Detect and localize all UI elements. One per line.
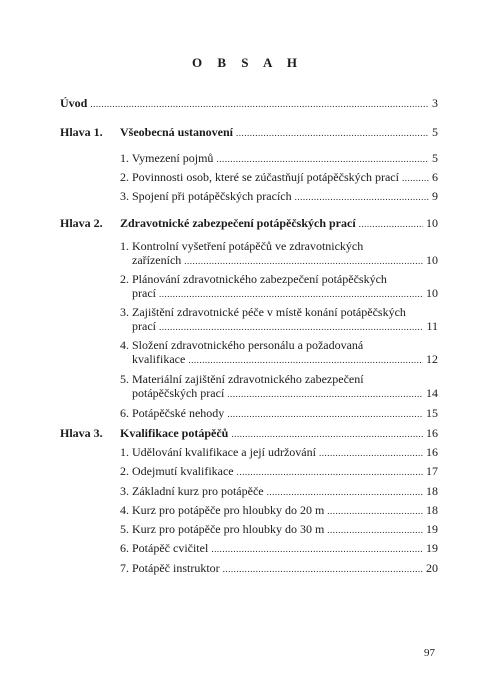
dot-leader (159, 287, 423, 301)
section-title-line2: prací (132, 319, 156, 333)
toc-page-number: 6 (432, 170, 438, 184)
dot-leader (402, 171, 429, 185)
toc-entry-section (132, 386, 438, 401)
dot-leader (295, 190, 429, 204)
dot-leader (267, 485, 423, 499)
section-title-line2: prací (132, 286, 156, 300)
section-title: 1. Vymezení pojmů (120, 151, 214, 165)
chapter-title: Zdravotnické zabezpečení potápěčských prací (120, 216, 356, 230)
chapter-title: Kvalifikace potápěčů (120, 426, 229, 440)
toc-page-number: 11 (426, 319, 438, 333)
toc-entry-section (120, 484, 438, 499)
toc-entry-section (120, 522, 438, 537)
section-title-line1: 5. Materiální zajištění zdravotnického zabezpečení (120, 372, 364, 386)
toc-page-number: 10 (426, 216, 438, 230)
dot-leader (327, 504, 423, 518)
dot-leader (319, 446, 423, 460)
dot-leader (359, 217, 423, 231)
dot-leader (184, 254, 423, 268)
toc-entry-section (120, 151, 438, 166)
toc-page-number: 19 (426, 522, 438, 536)
toc-entry-section (120, 170, 438, 185)
dot-leader (227, 387, 423, 401)
toc-entry-chapter (120, 125, 438, 140)
section-title: 5. Kurz pro potápěče pro hloubky do 30 m (120, 522, 325, 536)
page-title: O B S A H (191, 55, 304, 70)
toc-page-number: 9 (432, 189, 438, 203)
dot-leader (237, 465, 423, 479)
section-title-line1: 4. Složení zdravotnického personálu a požadovaná (120, 338, 364, 352)
toc-entry-section (132, 352, 438, 367)
toc-entry-label: Úvod (60, 96, 88, 110)
section-title: 2. Odejmutí kvalifikace (120, 464, 234, 478)
toc-page-number: 3 (432, 96, 438, 110)
section-title-line2: potápěčských prací (132, 386, 225, 400)
dot-leader (90, 97, 429, 111)
dot-leader (227, 407, 423, 421)
section-title: 6. Potápěčské nehody (120, 406, 225, 420)
toc-page-number: 5 (432, 151, 438, 165)
toc-page-number: 16 (426, 426, 438, 440)
toc-page-number: 10 (426, 286, 438, 300)
dot-leader (231, 427, 423, 441)
toc-page-number: 5 (432, 125, 438, 139)
toc-entry-section (120, 541, 438, 556)
section-title-line1: 1. Kontrolní vyšetření potápěčů ve zdravotnických (120, 239, 364, 253)
dot-leader (211, 542, 423, 556)
chapter-label: Hlava 2. (60, 216, 103, 230)
dot-leader (188, 353, 423, 367)
toc-page-number: 16 (426, 445, 438, 459)
section-title: 1. Udělování kvalifikace a její udržování (120, 445, 316, 459)
toc-entry-section (120, 189, 438, 204)
toc-entry-section (132, 253, 438, 268)
section-title-line1: 2. Plánování zdravotnického zabezpečení potápěčských (120, 272, 387, 286)
section-title: 3. Spojení při potápěčských pracích (120, 189, 292, 203)
toc-entry-section (120, 406, 438, 421)
toc-entry-uvod (60, 96, 438, 111)
toc-page-number: 20 (426, 561, 438, 575)
toc-page-number: 15 (426, 406, 438, 420)
toc-page-number: 18 (426, 484, 438, 498)
dot-leader (236, 126, 429, 140)
section-title: 2. Povinnosti osob, které se zúčastňují potápěčských prací (120, 170, 399, 184)
page-number: 97 (424, 647, 435, 659)
section-title-line2: kvalifikace (132, 352, 186, 366)
chapter-title: Všeobecná ustanovení (120, 125, 234, 139)
toc-entry-section (132, 319, 438, 334)
section-title: 3. Základní kurz pro potápěče (120, 484, 264, 498)
dot-leader (223, 562, 423, 576)
dot-leader (327, 523, 423, 537)
section-title: 7. Potápěč instruktor (120, 561, 220, 575)
chapter-label: Hlava 3. (60, 426, 103, 440)
toc-page-number: 17 (426, 464, 438, 478)
toc-page-number: 10 (426, 253, 438, 267)
toc-entry-section (120, 503, 438, 518)
toc-entry-section (120, 464, 438, 479)
toc-page-number: 12 (426, 352, 438, 366)
toc-entry-chapter (120, 216, 438, 231)
dot-leader (216, 152, 429, 166)
toc-page-number: 19 (426, 541, 438, 555)
toc-page-number: 18 (426, 503, 438, 517)
toc-entry-chapter (120, 426, 438, 441)
section-title: 4. Kurz pro potápěče pro hloubky do 20 m (120, 503, 325, 517)
chapter-label: Hlava 1. (60, 125, 103, 139)
toc-page-number: 14 (426, 386, 438, 400)
section-title-line2: zařízeních (132, 253, 182, 267)
toc-entry-section (132, 286, 438, 301)
section-title: 6. Potápěč cvičitel (120, 541, 209, 555)
dot-leader (159, 320, 423, 334)
section-title-line1: 3. Zajištění zdravotnické péče v místě konání potápěčských (120, 305, 406, 319)
toc-entry-section (120, 445, 438, 460)
toc-entry-section (120, 561, 438, 576)
